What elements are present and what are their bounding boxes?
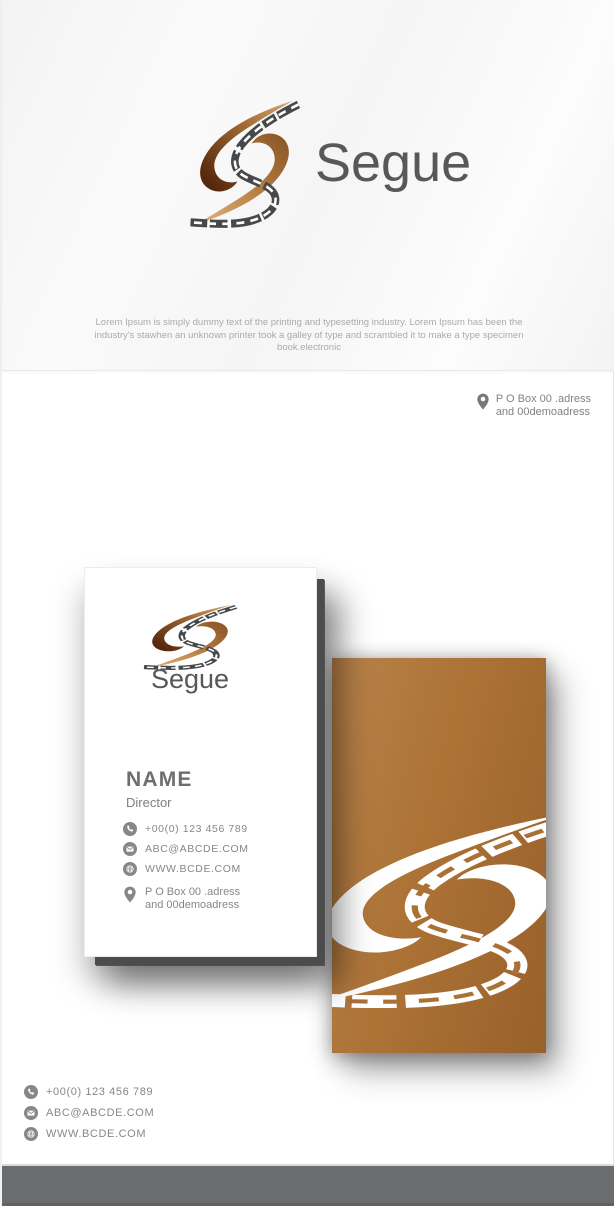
footer-email: ABC@ABCDE.COM (46, 1107, 155, 1119)
business-card-back (332, 658, 546, 1053)
email-icon (24, 1106, 38, 1120)
location-pin-icon (123, 886, 137, 903)
tagline-line-1: Lorem Ipsum is simply dummy text of the printing and typesetting industry. Lorem Ipsum has been the (95, 317, 523, 328)
card-phone: +00(0) 123 456 789 (145, 823, 248, 835)
card-website: WWW.BCDE.COM (145, 863, 241, 875)
globe-icon (123, 862, 137, 876)
card-website-row (123, 862, 249, 876)
card-phone-row (123, 822, 249, 836)
card-email: ABC@ABCDE.COM (145, 843, 249, 855)
business-card-front (84, 567, 317, 957)
hero-section (2, 0, 614, 371)
phone-icon (24, 1085, 38, 1099)
globe-icon (24, 1127, 38, 1141)
card-brand-wordmark: Segue (150, 664, 230, 694)
footer-email-row (24, 1106, 154, 1120)
footer-website-row (24, 1127, 154, 1141)
footer-phone: +00(0) 123 456 789 (46, 1086, 154, 1098)
card-address-line-2: and 00demoadress (145, 899, 240, 911)
card-address-row (123, 886, 240, 912)
segue-s-logo-icon (187, 95, 302, 228)
card-person-name: NAME (126, 768, 193, 791)
footer-website: WWW.BCDE.COM (46, 1128, 147, 1140)
footer-contact-block (24, 1085, 154, 1141)
footer-band (2, 1164, 614, 1206)
address-line-2: and 00demoadress (495, 406, 590, 418)
header-address-block (476, 393, 591, 419)
phone-icon (123, 822, 137, 836)
location-pin-icon (476, 393, 490, 410)
brand-wordmark: Segue (315, 133, 472, 193)
brand-tagline (89, 317, 529, 355)
segue-s-logo-icon (141, 602, 239, 670)
tagline-line-2: industry's stawhen an unknown printer took a galley of type and scrambled it to make a type specimen (94, 329, 524, 341)
footer-phone-row (24, 1085, 154, 1099)
card-person-title: Director (126, 795, 172, 810)
card-address-line-1: P O Box 00 .adress (145, 886, 241, 898)
card-email-row (123, 842, 249, 856)
email-icon (123, 842, 137, 856)
address-line-1: P O Box 00 .adress (495, 393, 591, 405)
tagline-line-3: book.electronic (277, 342, 341, 353)
segue-s-logo-white-icon (332, 806, 546, 1008)
